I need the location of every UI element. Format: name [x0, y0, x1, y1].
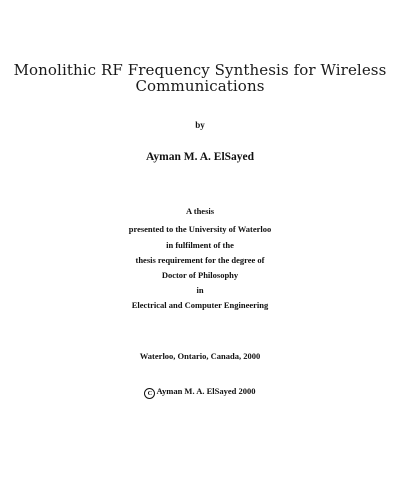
submission-line-1: A thesis: [185, 206, 215, 216]
copyright-icon: C: [144, 388, 155, 399]
submission-line-3: in fulfilment of the: [166, 240, 234, 250]
submission-line-5: Doctor of Philosophy: [161, 270, 239, 280]
submission-line-4: thesis requirement for the degree of: [135, 255, 265, 265]
location-date: Waterloo, Ontario, Canada, 2000: [139, 351, 261, 361]
copyright-text: Ayman M. A. ElSayed 2000: [156, 386, 256, 396]
byline: by: [195, 120, 205, 130]
submission-line-7: Electrical and Computer Engineering: [131, 300, 269, 310]
copyright-notice: [0, 386, 400, 399]
submission-line-2: presented to the University of Waterloo: [128, 224, 272, 234]
thesis-title-line-2: Communications: [135, 77, 265, 95]
author-name: Ayman M. A. ElSayed: [145, 151, 255, 163]
thesis-title-line-1: Monolithic RF Frequency Synthesis for Wireless: [13, 61, 387, 79]
submission-line-6: in: [196, 285, 204, 295]
